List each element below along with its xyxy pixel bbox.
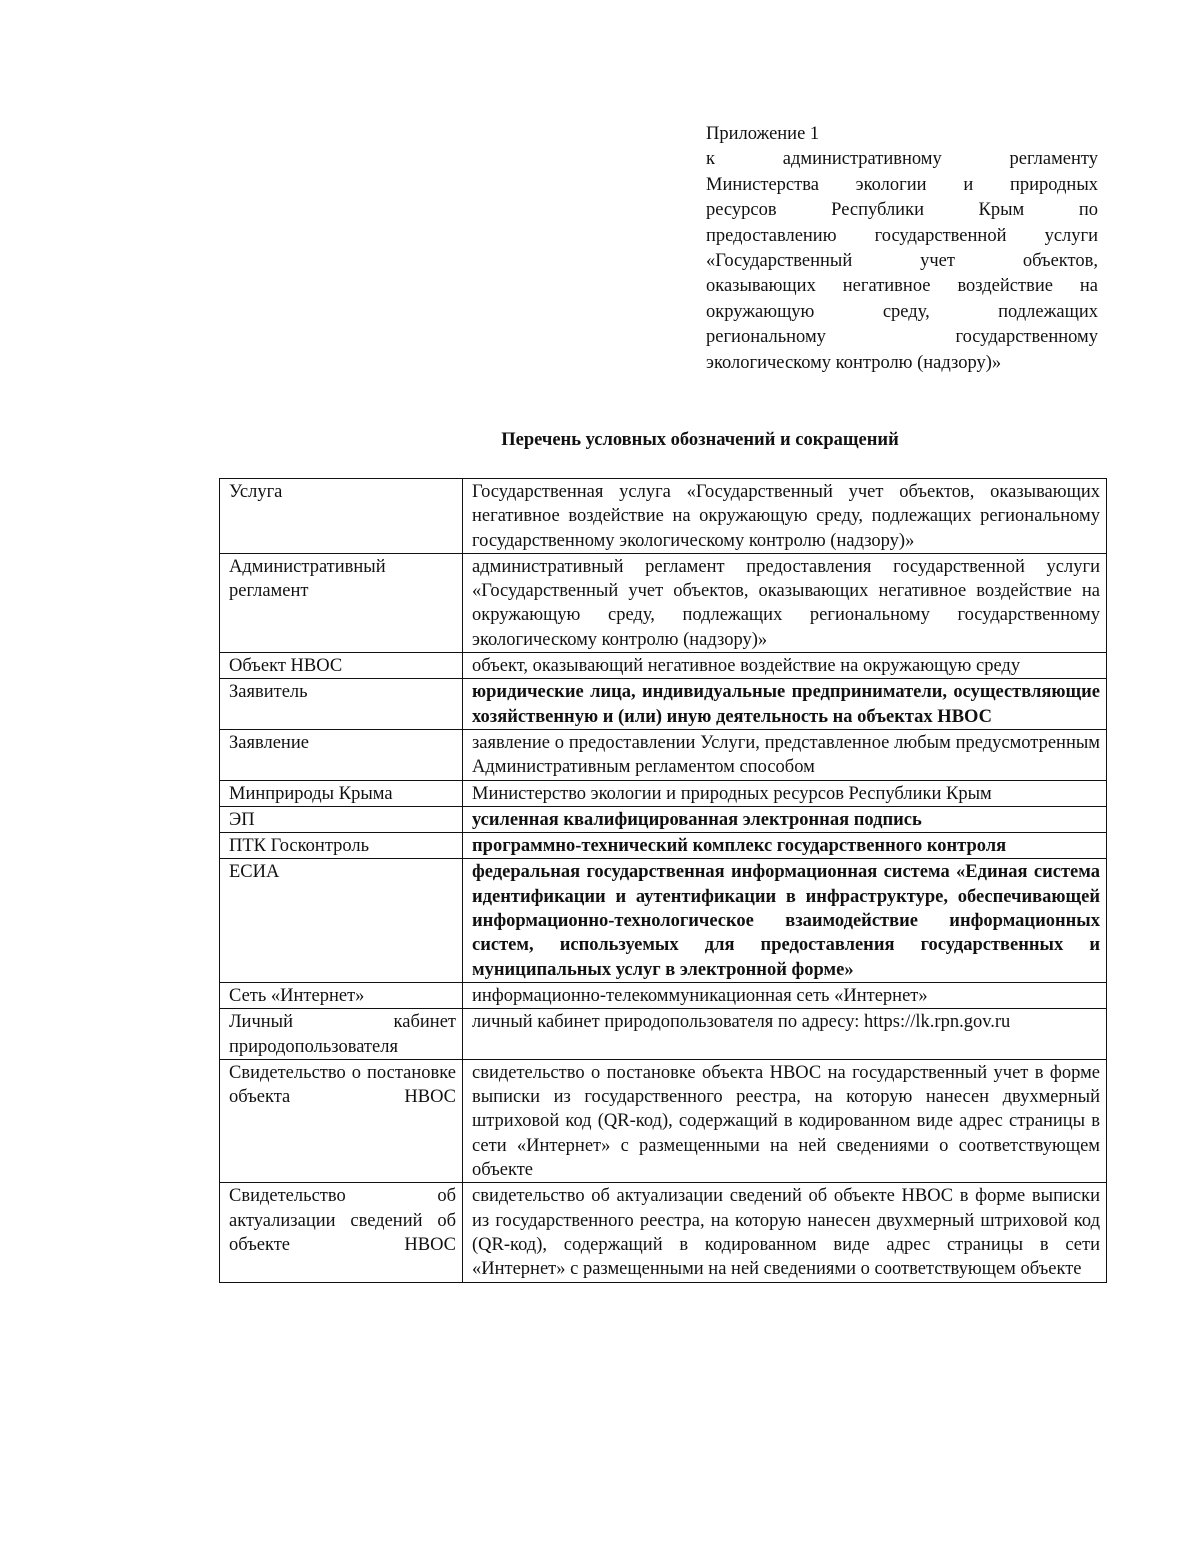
definition-cell: Государственная услуга «Государственный учет объектов, оказывающих негативное воздействие на окружающую среду, подлежащих региональному государственному экологическому контролю (надзору)» [463,479,1107,554]
definition-cell: заявление о предоставлении Услуги, представленное любым предусмотренным Административным регламентом способом [463,729,1107,780]
definition-cell: юридические лица, индивидуальные предприниматели, осуществляющие хозяйственную и (или) иную деятельность на объектах НВОС [463,679,1107,730]
appendix-line: экологическому контролю (надзору)» [706,352,1002,373]
table-row [220,982,1107,1008]
appendix-line: Приложение 1 [706,124,820,144]
definition-cell: административный регламент предоставления государственной услуги «Государственный учет объектов, оказывающих негативное воздействие на окружающую среду, подлежащих региональному государственному экологическому контролю (надзору)» [463,553,1107,652]
table-row [220,653,1107,679]
term-cell: ПТК Госконтроль [220,833,463,859]
table-row [220,479,1107,554]
term-cell: Свидетельство о постановке объекта НВОС [220,1059,463,1182]
table-row [220,780,1107,806]
term-cell: Личный кабинет природопользователя [220,1009,463,1060]
table-row [220,833,1107,859]
abbreviations-table [219,478,1107,1283]
appendix-line: Министерства экологии и природных [706,174,1098,195]
appendix-line: ресурсов Республики Крым по [706,200,1098,221]
definition-cell: свидетельство об актуализации сведений об объекте НВОС в форме выписки из государственного реестра, на которую нанесен двухмерный штриховой код (QR-код), содержащий в кодированном виде адрес страницы в сети «Интернет» с размещенными на ней сведениями о соответствующем объекте [463,1183,1107,1282]
definition-cell: свидетельство о постановке объекта НВОС на государственный учет в форме выписки из государственного реестра, на которую нанесен двухмерный штриховой код (QR-код), содержащий в кодированном виде адрес страницы в сети «Интернет» с размещенными на ней сведениями о соответствующем объекте [463,1059,1107,1182]
table-row [220,1183,1107,1282]
document-title: Перечень условных обозначений и сокращений [501,430,899,450]
term-cell: Заявление [220,729,463,780]
term-cell: Сеть «Интернет» [220,982,463,1008]
definition-cell: усиленная квалифицированная электронная подпись [463,806,1107,832]
appendix-line: оказывающих негативное воздействие на [706,276,1098,297]
table-row [220,1059,1107,1182]
table-row [220,553,1107,652]
table-row [220,806,1107,832]
term-cell: ЭП [220,806,463,832]
term-cell: Свидетельство об актуализации сведений об объекте НВОС [220,1183,463,1282]
term-cell: ЕСИА [220,859,463,982]
table-row [220,1009,1107,1060]
term-cell: Объект НВОС [220,653,463,679]
definition-cell: личный кабинет природопользователя по адресу: https://lk.rpn.gov.ru [463,1009,1107,1060]
appendix-line: «Государственный учет объектов, [706,251,1098,272]
table-row [220,729,1107,780]
term-cell: Минприроды Крыма [220,780,463,806]
appendix-header [706,122,1098,376]
appendix-line: региональному государственному [706,327,1098,348]
term-cell: Услуга [220,479,463,554]
definition-cell: информационно-телекоммуникационная сеть «Интернет» [463,982,1107,1008]
definition-cell: объект, оказывающий негативное воздействие на окружающую среду [463,653,1107,679]
definition-cell: Министерство экологии и природных ресурсов Республики Крым [463,780,1107,806]
appendix-line: к административному регламенту [706,149,1098,170]
table-row [220,679,1107,730]
table-row [220,859,1107,982]
term-cell: Заявитель [220,679,463,730]
appendix-line: предоставлению государственной услуги [706,225,1098,246]
definition-cell: программно-технический комплекс государственного контроля [463,833,1107,859]
definition-cell: федеральная государственная информационная система «Единая система идентификации и аутентификации в инфраструктуре, обеспечивающей информационно-технологическое взаимодействие информационных систем, используемых для предоставления государственных и муниципальных услуг в электронной форме» [463,859,1107,982]
appendix-line: окружающую среду, подлежащих [706,301,1098,322]
term-cell: Административный регламент [220,553,463,652]
